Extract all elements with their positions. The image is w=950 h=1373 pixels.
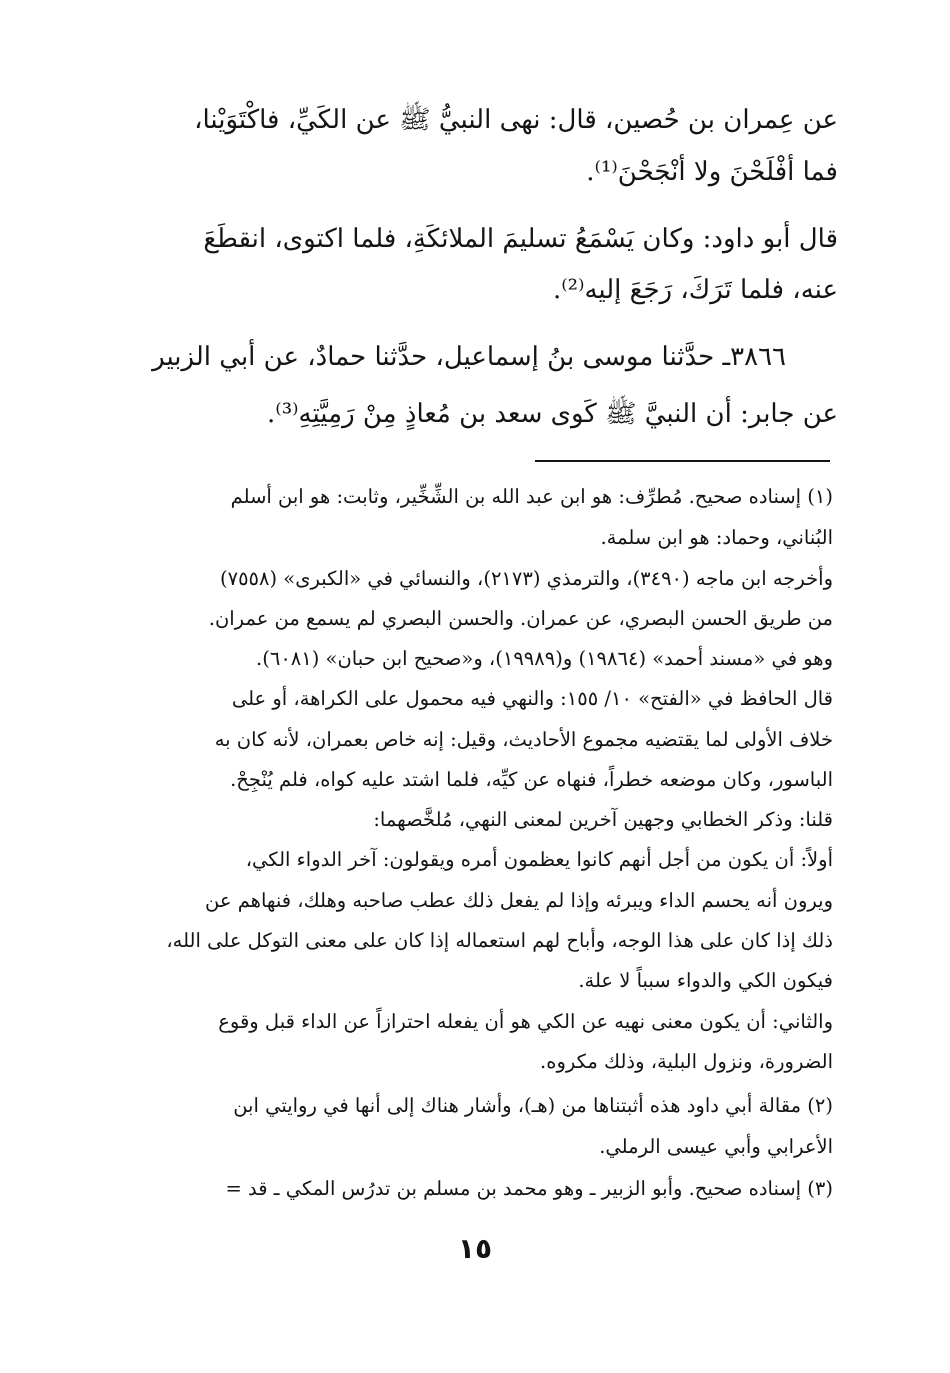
footnote-line: أولاً: أن يكون من أجل أنهم كانوا يعظمون أمره ويقولون: آخر الدواء الكي،	[245, 848, 833, 871]
main-line: قال أبو داود: وكان يَسْمَعُ تسليمَ الملائكَةِ، فلما اكتوى، انقطَعَ	[203, 224, 838, 254]
main-line: عنه، فلما تَرَكَ، رَجَعَ إليه⁽²⁾.	[552, 275, 838, 305]
footnote-line: الضرورة، ونزول البلية، وذلك مكروه.	[540, 1050, 833, 1073]
footnote-line: خلاف الأولى لما يقتضيه مجموع الأحاديث، وقيل: إنه خاص بعمران، لأنه كان به	[214, 728, 833, 751]
footnote-line: والثاني: أن يكون معنى نهيه عن الكي هو أن يفعله احترازاً عن الداء قبل وقوع	[218, 1010, 833, 1033]
footnote-line: وهو في «مسند أحمد» (١٩٨٦٤) و(١٩٩٨٩)، و«صحيح ابن حبان» (٦٠٨١).	[256, 647, 833, 670]
footnote-line: ويرون أنه يحسم الداء ويبرئه وإذا لم يفعل ذلك عطب صاحبه وهلك، فنهاهم عن	[205, 889, 833, 912]
footnote-line: (٢) مقالة أبي داود هذه أثبتناها من (هـ)، وأشار هناك إلى أنها في روايتي ابن	[233, 1094, 833, 1117]
footnote-separator	[535, 460, 830, 462]
footnote-line: وأخرجه ابن ماجه (٣٤٩٠)، والترمذي (٢١٧٣)، والنسائي في «الكبرى» (٧٥٥٨)	[219, 567, 833, 590]
footnote-line: الباسور، وكان موضعه خطراً، فنهاه عن كيِّه، فلما اشتد عليه كواه، فلم يُنْجِحْ.	[230, 768, 833, 791]
main-line: فما أفْلَحْنَ ولا أنْجَحْنَ⁽¹⁾.	[586, 157, 838, 187]
footnote-line: (٣) إسناده صحيح. وأبو الزبير ـ وهو محمد بن مسلم بن تدرُس المكي ـ قد =	[225, 1177, 833, 1200]
main-line: عن عِمران بن حُصين، قال: نهى النبيُّ ﷺ عن الكَيِّ، فاكْتَوَيْنا،	[194, 105, 838, 135]
page-number: ١٥	[457, 1232, 493, 1265]
main-line: ٣٨٦٦ـ حدَّثنا موسى بنُ إسماعيل، حدَّثنا حمادٌ، عن أبي الزبير	[152, 342, 786, 372]
main-line: عن جابر: أن النبيَّ ﷺ كَوى سعد بن مُعاذٍ مِنْ رَمِيَّتِهِ⁽³⁾.	[267, 399, 838, 429]
footnote-line: (١) إسناده صحيح. مُطرِّف: هو ابن عبد الله بن الشِّخِّير، وثابت: هو ابن أسلم	[230, 485, 833, 508]
footnote-line: البُناني، وحماد: هو ابن سلمة.	[600, 526, 833, 549]
footnote-line: قلنا: وذكر الخطابي وجهين آخرين لمعنى النهي، مُلخَّصهما:	[373, 808, 833, 831]
footnote-line: فيكون الكي والدواء سبباً لا علة.	[578, 969, 833, 992]
footnote-line: قال الحافظ في «الفتح» ١٠/ ١٥٥: والنهي فيه محمول على الكراهة، أو على	[231, 687, 833, 710]
footnote-line: من طريق الحسن البصري، عن عمران. والحسن البصري لم يسمع من عمران.	[208, 607, 833, 630]
footnote-line: ذلك إذا كان على هذا الوجه، وأباح لهم استعماله إذا كان على معنى التوكل على الله،	[166, 929, 833, 952]
footnote-line: الأعرابي وأبي عيسى الرملي.	[599, 1135, 833, 1158]
